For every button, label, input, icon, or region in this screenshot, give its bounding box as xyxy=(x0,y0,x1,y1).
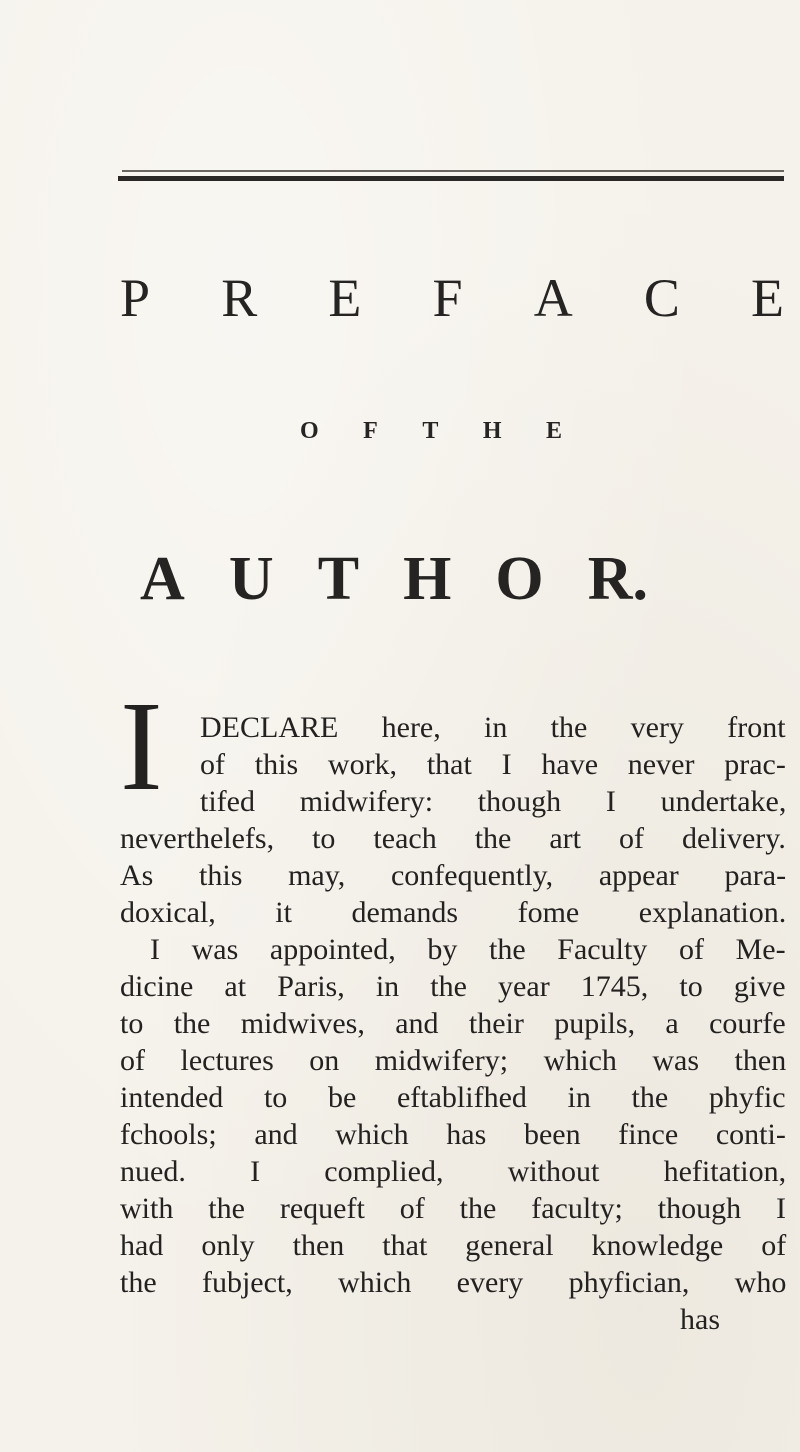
text-line: of lectures on midwifery; which was then xyxy=(120,1044,787,1077)
author-letter: T xyxy=(317,545,360,613)
author-heading xyxy=(140,544,648,614)
title-letter: P xyxy=(120,268,151,328)
text-line: tifed midwifery: though I undertake, xyxy=(200,785,787,818)
subtitle-letter: T xyxy=(422,418,439,444)
text-line: doxical, it demands fome explanation. xyxy=(120,896,787,929)
author-letter: O xyxy=(495,545,544,613)
text-line: I was appointed, by the Faculty of Me- xyxy=(150,933,786,966)
top-rule-thin xyxy=(122,170,784,172)
title-letter: R xyxy=(221,268,258,328)
subtitle-letter: H xyxy=(482,418,502,444)
text-line: dicine at Paris, in the year 1745, to give xyxy=(120,970,786,1003)
text-line: nued. I complied, without hefitation, xyxy=(120,1155,787,1188)
title-letter: E xyxy=(328,268,362,328)
subtitle-letter: F xyxy=(363,418,378,444)
title-letter: C xyxy=(643,268,680,328)
drop-cap: I xyxy=(120,675,163,817)
title-letter: E xyxy=(751,268,784,328)
preface-title xyxy=(120,268,784,328)
subtitle-letter: E xyxy=(545,418,562,444)
text-line: the fubject, which every phyfician, who xyxy=(120,1266,787,1299)
text-line: As this may, confequently, appear para- xyxy=(120,859,787,892)
author-letter: R. xyxy=(587,545,648,613)
text-line: to the midwives, and their pupils, a courfe xyxy=(120,1007,786,1040)
text-line: intended to be eftablifhed in the phyfic xyxy=(120,1081,786,1114)
author-letter: H xyxy=(403,545,452,613)
text-line: of this work, that I have never prac- xyxy=(200,748,786,781)
catchword: has xyxy=(680,1303,720,1336)
text-line: neverthelefs, to teach the art of delivery. xyxy=(120,822,786,855)
text-line: DECLARE here, in the very front xyxy=(200,711,786,744)
title-letter: A xyxy=(533,268,573,328)
title-letter: F xyxy=(432,268,463,328)
text-line: fchools; and which has been fince conti- xyxy=(120,1118,786,1151)
text-line: with the requeft of the faculty; though I xyxy=(120,1192,787,1225)
author-letter: U xyxy=(228,545,274,613)
top-rule xyxy=(118,176,784,181)
text-line: had only then that general knowledge of xyxy=(120,1229,787,1262)
subtitle-letter: O xyxy=(300,418,319,444)
author-letter: A xyxy=(140,545,185,613)
of-the-subtitle xyxy=(300,416,562,446)
